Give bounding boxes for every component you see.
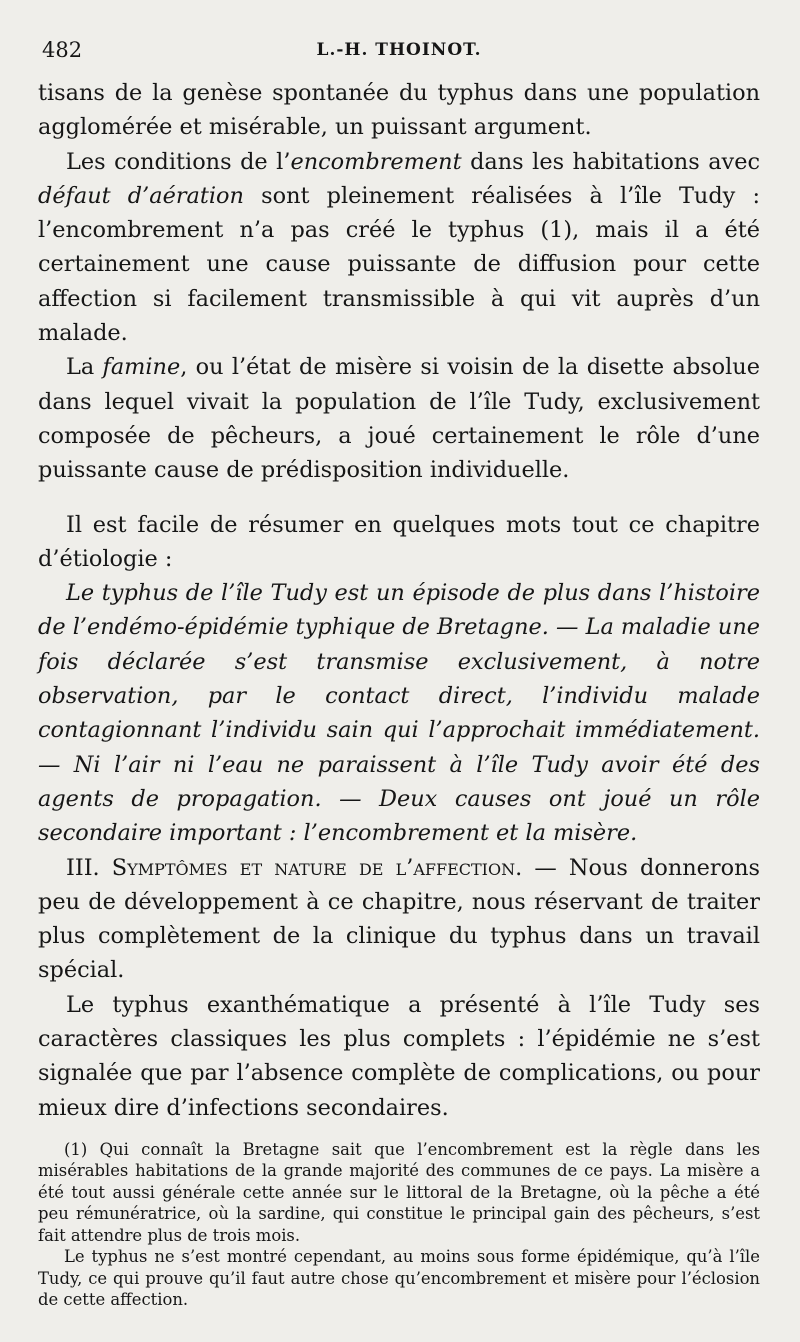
- italic-term: famine: [102, 354, 181, 381]
- book-page: [38, 30, 760, 1311]
- footnotes: [38, 1139, 760, 1311]
- paragraph-summary-intro: Il est facile de résumer en quelques mots tout ce chapitre d’étiologie :: [38, 511, 760, 572]
- italic-summary: Le typhus de l’île Tudy est un épisode de plus dans l’histoire de l’endémo-épidémie typhique de Bretagne. — La maladie une fois déclarée s’est transmise exclusivement, à notre observation, par le contact direct, l’individu malade contagionnant l’individu sain qui l’approchait immédiatement. — Ni l’air ni l’eau ne paraissent à l’île Tudy avoir été des agents de propagation. — Deux causes ont joué un rôle secondaire important : l’encombrement et la misère.: [38, 580, 760, 847]
- text-run: Les conditions de l’: [66, 148, 291, 175]
- text-run: , ou l’état de misère si voisin de la disette absolue dans lequel vivait la population de l’île Tudy, exclusivement composée de pêcheurs, a joué certainement le rôle d’une puissante cause de prédisposition individuelle.: [38, 354, 760, 484]
- body-text: [38, 76, 760, 1125]
- page-header: [38, 30, 760, 76]
- running-head: L.-H. THOINOT.: [316, 40, 482, 60]
- text-run: dans les habitations avec: [461, 148, 761, 175]
- italic-term: encombrement: [290, 148, 462, 175]
- text-run: — Nous donnerons peu de développement à ce chapitre, nous réservant de traiter plus complètement de la clinique du typhus dans un travail spécial.: [38, 854, 761, 984]
- paragraph-encombrement: [38, 145, 760, 351]
- section-heading-paragraph: [38, 851, 760, 988]
- section-heading: Symptômes et nature de l’affection.: [111, 854, 523, 881]
- italic-term: défaut d’aération: [38, 182, 244, 209]
- paragraph-summary-italic: [38, 576, 760, 850]
- footnote-1: (1) Qui connaît la Bretagne sait que l’encombrement est la règle dans les misérables habitations de la grande majorité des communes de ce pays. La misère a été tout aussi générale cette année sur le littoral de la Bretagne, où la pêche a été peu rémunératrice, où la sardine, qui constitue le principal gain des pêcheurs, s’est fait attendre plus de trois mois.: [38, 1139, 760, 1245]
- text-run: La: [66, 354, 103, 381]
- section-numeral: III.: [66, 854, 100, 881]
- text-run: sont pleinement réalisées à l’île Tudy : l’encombrement n’a pas créé le typhus (1), mais il a été certainement une cause puissante de diffusion pour cette affection si facilement transmissible à qui vit auprès d’un malade.: [38, 182, 760, 347]
- page-number: 482: [42, 38, 83, 62]
- footnote-1-continued: Le typhus ne s’est montré cependant, au moins sous forme épidémique, qu’à l’île Tudy, ce qui prouve qu’il faut autre chose qu’encombrement et misère pour l’éclosion de cette affection.: [38, 1247, 760, 1310]
- paragraph-clinical: Le typhus exanthématique a présenté à l’île Tudy ses caractères classiques les plus complets : l’épidémie ne s’est signalée que par l’absence complète de complications, ou pour mieux dire d’infections secondaires.: [38, 991, 760, 1121]
- paragraph-continuation: tisans de la genèse spontanée du typhus dans une population agglomérée et misérable, un puissant argument.: [38, 80, 760, 141]
- paragraph-famine: [38, 350, 760, 487]
